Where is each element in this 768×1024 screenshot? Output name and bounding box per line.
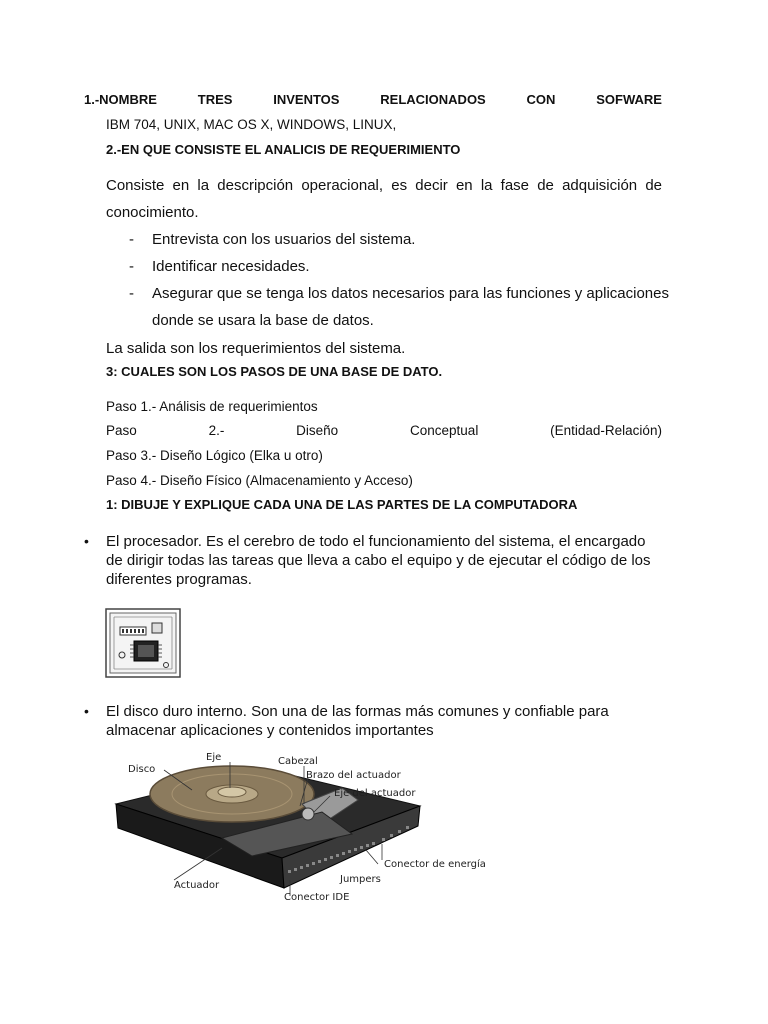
label-jumpers: Jumpers [340, 874, 381, 885]
q3-step: Paso 4.- Diseño Físico (Almacenamiento y Acceso) [106, 473, 413, 488]
q3-step2-word: Diseño [296, 423, 339, 438]
list-item: Entrevista con los usuarios del sistema. [152, 231, 416, 248]
q3-step2-word: 2.- [208, 423, 225, 438]
bullet-icon: • [84, 533, 89, 549]
disk-text: El disco duro interno. Son una de las formas más comunes y confiable para almacenar aplicaciones y contenidos importantes [106, 703, 609, 739]
bullet-icon: • [84, 703, 89, 719]
q3-heading: 3: CUALES SON LOS PASOS DE UNA BASE DE DATO. [106, 364, 443, 379]
q2-closing: La salida son los requerimientos del sistema. [106, 340, 406, 357]
label-cabezal: Cabezal [278, 756, 318, 767]
q1-heading-word: SOFWARE [596, 92, 662, 107]
list-item-continuation: donde se usara la base de datos. [152, 312, 374, 329]
label-conector-energia: Conector de energía [384, 859, 486, 870]
hard-disk-diagram [112, 748, 532, 908]
q1-heading-word: RELACIONADOS [380, 92, 486, 107]
list-item: Identificar necesidades. [152, 258, 310, 275]
q1-heading [84, 92, 662, 107]
q3-step2-word: Paso [106, 423, 137, 438]
q1-heading-word: TRES [197, 92, 233, 107]
list-item: Asegurar que se tenga los datos necesarios para las funciones y aplicaciones [152, 285, 669, 302]
q3-step: Paso 1.- Análisis de requerimientos [106, 399, 318, 414]
q2-intro-line1: Consiste en la descripción operacional, es decir en la fase de adquisición de [106, 177, 662, 194]
q1-heading-word: 1.-NOMBRE [84, 92, 157, 107]
label-actuador: Actuador [174, 880, 220, 891]
q3-step2 [106, 423, 662, 438]
list-dash: - [129, 285, 134, 302]
label-eje-actuador: Eje del actuador [334, 788, 416, 799]
label-brazo: Brazo del actuador [306, 770, 401, 781]
q2-heading: 2.-EN QUE CONSISTE EL ANALICIS DE REQUERIMIENTO [106, 142, 461, 157]
q3-step: Paso 3.- Diseño Lógico (Elka u otro) [106, 448, 323, 463]
q3-step2-word: Conceptual [410, 423, 479, 438]
q4-heading: 1: DIBUJE Y EXPLIQUE CADA UNA DE LAS PARTES DE LA COMPUTADORA [106, 497, 578, 512]
q1-answer: IBM 704, UNIX, MAC OS X, WINDOWS, LINUX, [106, 117, 397, 132]
q2-intro-line2: conocimiento. [106, 204, 199, 221]
label-disco: Disco [128, 764, 156, 775]
processor-illustration [104, 607, 184, 681]
list-dash: - [129, 231, 134, 248]
processor-text: El procesador. Es el cerebro de todo el funcionamiento del sistema, el encargado de dirigir todas las tareas que lleva a cabo el equipo y de ejecutar el código de los diferentes programas. [106, 533, 651, 588]
q3-step2-word: (Entidad-Relación) [550, 423, 662, 438]
list-dash: - [129, 258, 134, 275]
q1-heading-word: INVENTOS [273, 92, 340, 107]
label-conector-ide: Conector IDE [284, 892, 350, 903]
q1-heading-word: CON [526, 92, 556, 107]
label-eje: Eje [206, 752, 222, 763]
